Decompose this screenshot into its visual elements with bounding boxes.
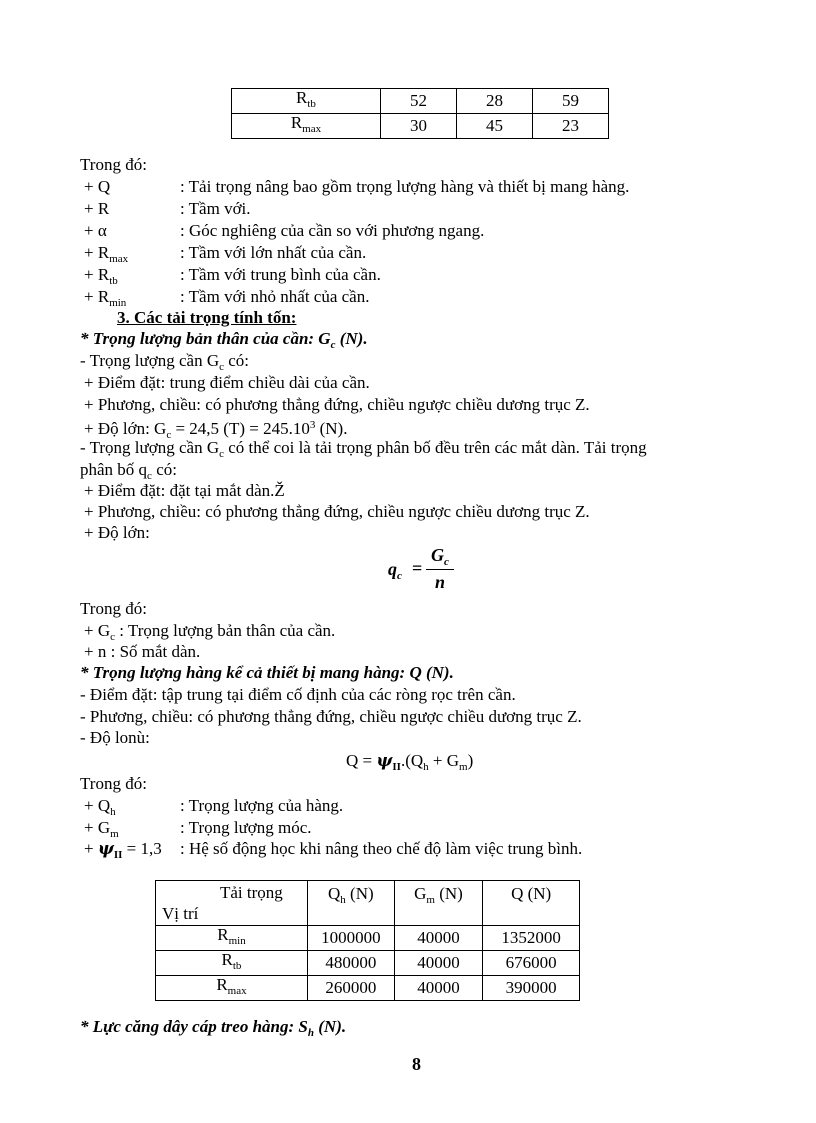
table-cell: 480000 [307,951,394,976]
table-radius-values [231,88,609,139]
table-cell: 676000 [483,951,580,976]
definition-gm: + $G_m$ : Trọng lượng móc. [84,818,312,840]
table-cell: 23 [532,114,608,139]
table-row [156,951,580,976]
definition-rtb: + $R_{tb}$ : Tầm với trung bình của cần. [84,265,381,287]
table-cell: 30 [380,114,456,139]
formula-distributed-load: $q_c$ = $G_c$ n [388,545,468,595]
definition-n: + n : Số mắt dàn. [84,642,201,661]
paragraph: + Phương, chiều: có phương thẳng đứng, chiều ngược chiều dương trục Z. [84,502,590,521]
row-label: $R_{max}$ [156,976,308,1001]
table-cell: 52 [380,89,456,114]
table-cell: 40000 [394,951,483,976]
formula-cargo-load: $Q = \psi_{II}.(Q_h + G_m)$ [346,751,474,773]
cable-tension-heading: * Lực căng dây cáp treo hàng: $S_h$ (N). [80,1017,347,1039]
table-row [156,926,580,951]
paragraph: - Trọng lượng cần $G_c$ có: [80,351,250,373]
paragraph: + Độ lớn: $G_c = 24,5$ $(T) = 245.10^3$ (N). [84,419,348,441]
paragraph: + Độ lớn: [84,523,150,542]
definition-r: + R : Tầm với. [84,199,251,218]
paragraph: + Điểm đặt: trung điểm chiều dài của cần. [84,373,370,392]
table-header-row [156,881,580,926]
table-cell: 28 [456,89,532,114]
table-cell: 45 [456,114,532,139]
paragraph: + Phương, chiều: có phương thẳng đứng, chiều ngược chiều dương trục Z. [84,395,590,414]
table-cell: 59 [532,89,608,114]
table-row [156,976,580,1001]
table-cell: 260000 [307,976,394,1001]
paragraph: phân bố $q_c$ có: [80,460,177,482]
table-loads [155,880,580,1001]
definition-rmax: + $R_{max}$ : Tầm với lớn nhất của cần. [84,243,367,265]
paragraph: - Trọng lượng cần $G_c$ có thể coi là tải trọng phân bố đều trên các mắt dàn. Tải trọng [80,438,647,460]
definition-psi: + $\psi_{II} = 1,3$ : Hệ số động học khi nâng theo chế độ làm việc trung bình. [84,839,583,861]
row-label: $R_{max}$ [232,114,381,139]
definition-qh: + $Q_h$ : Trọng lượng của hàng. [84,796,344,818]
table-cell: 40000 [394,926,483,951]
paragraph: - Độ lonù: [80,728,150,747]
table-row [232,114,609,139]
where-label: Trong đó: [80,155,147,174]
where-label: Trong đó: [80,599,147,618]
definition-alpha: + α : Góc nghiêng của cần so với phương ngang. [84,221,485,240]
self-weight-heading: * Trọng lượng bản thân của cần: $G_c$ (N). [80,329,368,351]
table-cell: 1352000 [483,926,580,951]
paragraph: - Phương, chiều: có phương thẳng đứng, chiều ngược chiều dương trục Z. [80,707,582,726]
table-cell: 1000000 [307,926,394,951]
header-qh: $Q_h$ (N) [307,881,394,926]
row-label: $R_{tb}$ [232,89,381,114]
page-number: 8 [412,1054,421,1074]
table-cell: 390000 [483,976,580,1001]
row-label: $R_{tb}$ [156,951,308,976]
header-q: Q (N) [483,881,580,926]
header-gm: $G_m$ (N) [394,881,483,926]
paragraph: + Điểm đặt: đặt tại mắt dàn.Ž [84,481,285,500]
section-heading: 3. Các tải trọng tính tốn: [117,308,297,327]
where-label: Trong đó: [80,774,147,793]
table-row [232,89,609,114]
cargo-heading: * Trọng lượng hàng kể cả thiết bị mang hàng: Q (N). [80,663,454,682]
definition-rmin: + $R_{min}$ : Tầm với nhỏ nhất của cần. [84,287,370,309]
definition-q: + Q : Tải trọng nâng bao gồm trọng lượng hàng và thiết bị mang hàng. [84,177,630,196]
definition-gc: + $G_c$ : Trọng lượng bản thân của cần. [84,621,336,643]
row-label: $R_{min}$ [156,926,308,951]
paragraph: - Điểm đặt: tập trung tại điểm cố định của các ròng rọc trên cần. [80,685,516,704]
header-diagonal-cell: Tải trọng Vị trí [156,881,308,926]
table-cell: 40000 [394,976,483,1001]
